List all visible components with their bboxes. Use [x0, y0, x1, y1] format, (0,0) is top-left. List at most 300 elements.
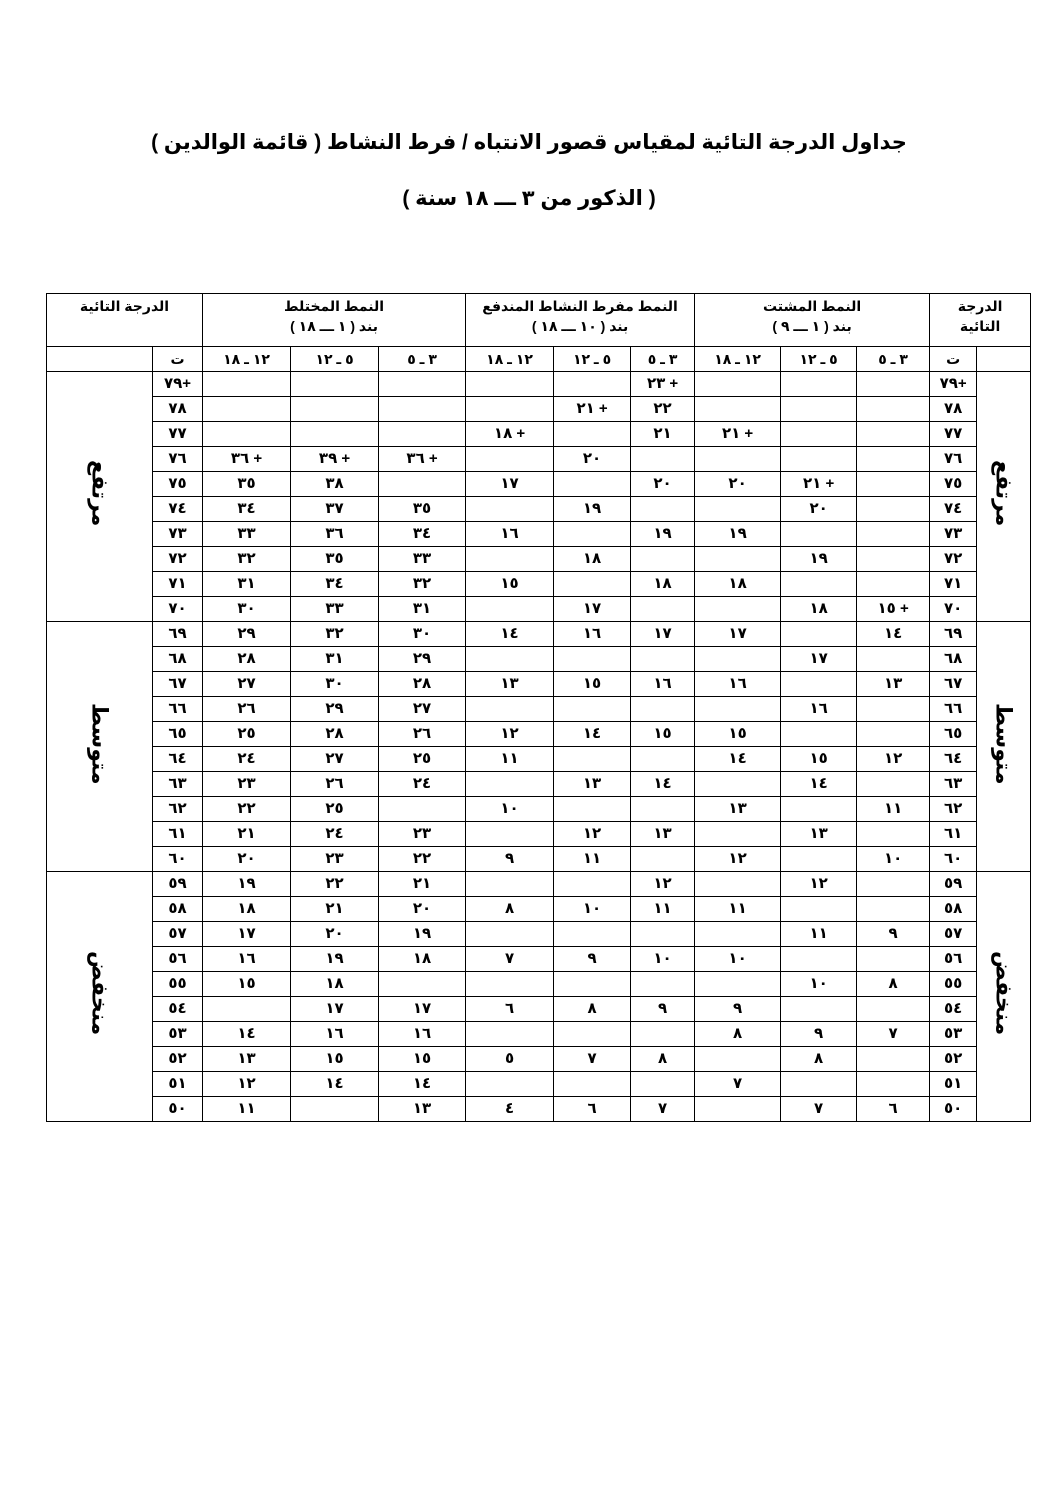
raw-score-cell [554, 747, 631, 772]
raw-score-cell: ١١ [695, 897, 781, 922]
t-score-cell: ٧١ [153, 572, 203, 597]
table-row [47, 747, 1031, 772]
header-t-score-right-line1: الدرجة [957, 298, 1003, 314]
t-score-cell: +٧٩ [930, 372, 977, 397]
raw-score-cell: + ١٥ [857, 597, 930, 622]
subheader-age: ١٢ ـ ١٨ [466, 347, 554, 372]
raw-score-cell: ٧ [631, 1097, 695, 1122]
t-score-cell: ٦٦ [153, 697, 203, 722]
band-spacer-left [47, 347, 153, 372]
raw-score-cell: ١٣ [466, 672, 554, 697]
raw-score-cell [695, 697, 781, 722]
raw-score-cell: ١٤ [631, 772, 695, 797]
t-score-cell: ٥٦ [930, 947, 977, 972]
table-row [47, 797, 1031, 822]
band-label-left [47, 872, 153, 1122]
t-score-cell: ٧٥ [153, 472, 203, 497]
raw-score-cell: ٣١ [203, 572, 291, 597]
raw-score-cell [781, 622, 857, 647]
raw-score-cell: ٩ [695, 997, 781, 1022]
raw-score-cell: ٢١ [291, 897, 379, 922]
raw-score-cell: ١٠ [695, 947, 781, 972]
raw-score-cell: ٢٨ [203, 647, 291, 672]
raw-score-cell: ٢٢ [203, 797, 291, 822]
raw-score-cell: ٢٠ [379, 897, 466, 922]
raw-score-cell [554, 647, 631, 672]
raw-score-cell: ٦ [554, 1097, 631, 1122]
raw-score-cell: ١٤ [466, 622, 554, 647]
raw-score-cell: ٢٧ [379, 697, 466, 722]
raw-score-cell [695, 372, 781, 397]
raw-score-cell: ١١ [781, 922, 857, 947]
raw-score-cell [857, 547, 930, 572]
raw-score-cell: ١٤ [203, 1022, 291, 1047]
raw-score-cell: + ٢١ [695, 422, 781, 447]
raw-score-cell: ١٨ [379, 947, 466, 972]
raw-score-cell: ٤ [466, 1097, 554, 1122]
raw-score-cell [466, 972, 554, 997]
raw-score-cell [631, 647, 695, 672]
raw-score-cell: ٢٦ [291, 772, 379, 797]
t-score-cell: ٧٦ [930, 447, 977, 472]
raw-score-cell: ٩ [781, 1022, 857, 1047]
t-score-cell: ٥٠ [153, 1097, 203, 1122]
raw-score-cell: ١٨ [781, 597, 857, 622]
raw-score-cell: ٢١ [631, 422, 695, 447]
raw-score-cell: ١٣ [203, 1047, 291, 1072]
raw-score-cell: ١١ [203, 1097, 291, 1122]
t-score-cell: ٥٢ [930, 1047, 977, 1072]
raw-score-cell: ٢٥ [203, 722, 291, 747]
header-t-score-left: الدرجة التائية [47, 294, 203, 347]
t-score-cell: ٥٩ [153, 872, 203, 897]
subheader-age: ١٢ ـ ١٨ [695, 347, 781, 372]
raw-score-cell: ٢١ [379, 872, 466, 897]
band-label-left [47, 622, 153, 872]
raw-score-cell: ٢٩ [203, 622, 291, 647]
t-score-cell: ٥٣ [153, 1022, 203, 1047]
raw-score-cell [554, 472, 631, 497]
raw-score-cell: ١٩ [695, 522, 781, 547]
raw-score-cell [695, 822, 781, 847]
raw-score-cell [466, 597, 554, 622]
raw-score-cell: ٣٥ [203, 472, 291, 497]
raw-score-cell [554, 922, 631, 947]
t-score-cell: ٦١ [153, 822, 203, 847]
t-score-cell: ٧٦ [153, 447, 203, 472]
subheader-age: ٥ ـ ١٢ [781, 347, 857, 372]
t-score-cell: ٧٠ [930, 597, 977, 622]
raw-score-cell [203, 397, 291, 422]
table-row [47, 472, 1031, 497]
raw-score-cell: ٨ [631, 1047, 695, 1072]
raw-score-cell [631, 1072, 695, 1097]
raw-score-cell: ٢٤ [291, 822, 379, 847]
subheader-age: ٥ ـ ١٢ [291, 347, 379, 372]
raw-score-cell [781, 897, 857, 922]
subheader-age: ١٢ ـ ١٨ [203, 347, 291, 372]
raw-score-cell: ١٢ [781, 872, 857, 897]
table-row [47, 922, 1031, 947]
t-score-cell: ٦٢ [930, 797, 977, 822]
raw-score-cell [857, 772, 930, 797]
band-spacer-right [977, 347, 1031, 372]
raw-score-cell [554, 797, 631, 822]
raw-score-cell: ٣٠ [379, 622, 466, 647]
raw-score-cell: ٢٧ [203, 672, 291, 697]
table-row [47, 647, 1031, 672]
raw-score-cell [554, 872, 631, 897]
t-score-cell: ٦٨ [930, 647, 977, 672]
raw-score-cell [857, 872, 930, 897]
raw-score-cell: ١٨ [695, 572, 781, 597]
raw-score-cell: ١٨ [631, 572, 695, 597]
raw-score-cell [466, 772, 554, 797]
raw-score-cell [695, 447, 781, 472]
raw-score-cell: ١٦ [695, 672, 781, 697]
band-label-text: منخفض [991, 951, 1017, 1036]
raw-score-cell [857, 522, 930, 547]
table-row [47, 547, 1031, 572]
raw-score-cell [554, 372, 631, 397]
raw-score-cell: + ٣٩ [291, 447, 379, 472]
raw-score-cell: ١٥ [554, 672, 631, 697]
raw-score-cell [857, 422, 930, 447]
t-score-cell: ٧١ [930, 572, 977, 597]
raw-score-cell [466, 447, 554, 472]
raw-score-cell [695, 647, 781, 672]
raw-score-cell: ٣٠ [203, 597, 291, 622]
raw-score-cell: ٣٥ [291, 547, 379, 572]
t-score-cell: ٥٨ [153, 897, 203, 922]
t-score-cell: ٦٣ [153, 772, 203, 797]
raw-score-cell [466, 872, 554, 897]
raw-score-cell: + ٢٣ [631, 372, 695, 397]
table-row [47, 372, 1031, 397]
raw-score-cell [857, 947, 930, 972]
t-score-cell: ٥١ [153, 1072, 203, 1097]
raw-score-cell [857, 397, 930, 422]
subheader-age: ٣ ـ ٥ [857, 347, 930, 372]
table-row [47, 622, 1031, 647]
raw-score-cell [379, 797, 466, 822]
t-score-cell: ٦٧ [153, 672, 203, 697]
raw-score-cell [781, 997, 857, 1022]
band-label-text: متوسط [991, 702, 1017, 785]
raw-score-cell: ٣٢ [203, 547, 291, 572]
subheader-age: ٣ ـ ٥ [631, 347, 695, 372]
raw-score-cell: ١١ [631, 897, 695, 922]
raw-score-cell [291, 397, 379, 422]
raw-score-cell [781, 722, 857, 747]
raw-score-cell [466, 397, 554, 422]
raw-score-cell [857, 722, 930, 747]
t-score-cell: ٥٥ [930, 972, 977, 997]
raw-score-cell [554, 422, 631, 447]
raw-score-cell: ٢٣ [203, 772, 291, 797]
raw-score-cell: ٢٦ [203, 697, 291, 722]
raw-score-cell: ٨ [466, 897, 554, 922]
raw-score-cell [781, 522, 857, 547]
raw-score-cell: ٢٣ [379, 822, 466, 847]
raw-score-cell: ٢٦ [379, 722, 466, 747]
table-row [47, 422, 1031, 447]
raw-score-cell: ١٢ [857, 747, 930, 772]
t-score-cell: ٦٩ [930, 622, 977, 647]
raw-score-cell: ١٠ [781, 972, 857, 997]
page-subtitle: ( الذكور من ٣ ـــ ١٨ سنة ) [402, 187, 656, 210]
raw-score-cell: ٢٢ [631, 397, 695, 422]
header-inattentive-title: النمط المشتت [762, 298, 862, 314]
raw-score-cell: ١٥ [631, 722, 695, 747]
raw-score-cell: ٢٤ [203, 747, 291, 772]
raw-score-cell: ١٧ [291, 997, 379, 1022]
raw-score-cell: ٢٠ [203, 847, 291, 872]
band-label-right [977, 872, 1031, 1122]
header-combined-title: النمط المختلط [284, 298, 385, 314]
raw-score-cell: ٢٠ [695, 472, 781, 497]
raw-score-cell [466, 547, 554, 572]
raw-score-cell: ١٢ [554, 822, 631, 847]
band-label-text: مرتفع [87, 460, 113, 527]
table-row [47, 1072, 1031, 1097]
raw-score-cell: ٣٥ [379, 497, 466, 522]
table-row [47, 822, 1031, 847]
band-label-right [977, 622, 1031, 872]
raw-score-cell: ١٨ [554, 547, 631, 572]
raw-score-cell: ١٩ [631, 522, 695, 547]
raw-score-cell: ١٥ [203, 972, 291, 997]
t-score-cell: ٥٣ [930, 1022, 977, 1047]
raw-score-cell: ٢٠ [554, 447, 631, 472]
raw-score-cell [857, 897, 930, 922]
raw-score-cell: ١٦ [379, 1022, 466, 1047]
t-score-cell: ٦٦ [930, 697, 977, 722]
raw-score-cell: ٢٨ [379, 672, 466, 697]
raw-score-cell: ١٢ [203, 1072, 291, 1097]
raw-score-cell: ١٩ [379, 922, 466, 947]
raw-score-cell: ١٦ [291, 1022, 379, 1047]
raw-score-cell [781, 1072, 857, 1097]
t-score-cell: ٧٣ [153, 522, 203, 547]
raw-score-cell [857, 822, 930, 847]
raw-score-cell [631, 797, 695, 822]
raw-score-cell: ٣٧ [291, 497, 379, 522]
table-row [47, 972, 1031, 997]
raw-score-cell: ٣٣ [291, 597, 379, 622]
raw-score-cell: ١١ [466, 747, 554, 772]
raw-score-cell: ١٧ [554, 597, 631, 622]
raw-score-cell [466, 1022, 554, 1047]
raw-score-cell [466, 372, 554, 397]
raw-score-cell: + ٢١ [554, 397, 631, 422]
raw-score-cell: ١٧ [781, 647, 857, 672]
raw-score-cell: ٨ [554, 997, 631, 1022]
raw-score-cell: ٧ [554, 1047, 631, 1072]
raw-score-cell [631, 697, 695, 722]
t-score-cell: ٧٥ [930, 472, 977, 497]
t-score-cell: ٥٠ [930, 1097, 977, 1122]
raw-score-cell: ١١ [857, 797, 930, 822]
table-row [47, 1097, 1031, 1122]
raw-score-cell: ٩ [631, 997, 695, 1022]
header-combined-items: بند ( ١ ـــ ١٨ ) [290, 318, 378, 334]
raw-score-cell: ٢٧ [291, 747, 379, 772]
raw-score-cell: ٥ [466, 1047, 554, 1072]
raw-score-cell: ١٦ [631, 672, 695, 697]
raw-score-cell [695, 972, 781, 997]
subheader-age: ٥ ـ ١٢ [554, 347, 631, 372]
raw-score-cell: + ٣٦ [203, 447, 291, 472]
raw-score-cell: ٢٣ [291, 847, 379, 872]
raw-score-cell: ١٤ [291, 1072, 379, 1097]
table-row [47, 897, 1031, 922]
raw-score-cell [466, 922, 554, 947]
raw-score-cell: ١٨ [203, 897, 291, 922]
t-score-cell: ٧٣ [930, 522, 977, 547]
raw-score-cell [781, 847, 857, 872]
t-score-cell: +٧٩ [153, 372, 203, 397]
t-score-cell: ٧٢ [930, 547, 977, 572]
raw-score-cell: + ١٨ [466, 422, 554, 447]
raw-score-cell [554, 522, 631, 547]
raw-score-cell [466, 497, 554, 522]
t-score-cell: ٥٤ [930, 997, 977, 1022]
t-score-cell: ٥٦ [153, 947, 203, 972]
raw-score-cell: ١٦ [781, 697, 857, 722]
t-score-cell: ٧٤ [930, 497, 977, 522]
raw-score-cell: ١٤ [379, 1072, 466, 1097]
t-score-cell: ٦٠ [930, 847, 977, 872]
raw-score-cell: ١٣ [379, 1097, 466, 1122]
raw-score-cell [466, 647, 554, 672]
raw-score-cell: ٢٠ [631, 472, 695, 497]
raw-score-cell: ٣٤ [203, 497, 291, 522]
header-inattentive-items: بند ( ١ ـــ ٩ ) [772, 318, 852, 334]
raw-score-cell: ١٩ [291, 947, 379, 972]
raw-score-cell: ٢٢ [379, 847, 466, 872]
raw-score-cell [857, 1047, 930, 1072]
raw-score-cell: ٨ [695, 1022, 781, 1047]
raw-score-cell [631, 597, 695, 622]
t-score-cell: ٧٨ [153, 397, 203, 422]
raw-score-cell [695, 1047, 781, 1072]
raw-score-cell [379, 372, 466, 397]
raw-score-cell: ١٥ [466, 572, 554, 597]
raw-score-cell: ١٣ [781, 822, 857, 847]
raw-score-cell: ١٠ [631, 947, 695, 972]
raw-score-cell: ٧ [857, 1022, 930, 1047]
t-score-cell: ٥٨ [930, 897, 977, 922]
raw-score-cell [379, 397, 466, 422]
raw-score-cell: ١٣ [554, 772, 631, 797]
raw-score-cell: ٦ [857, 1097, 930, 1122]
table-row [47, 1047, 1031, 1072]
raw-score-cell [203, 422, 291, 447]
raw-score-cell [781, 947, 857, 972]
raw-score-cell: ٣٤ [291, 572, 379, 597]
raw-score-cell [781, 422, 857, 447]
raw-score-cell [857, 997, 930, 1022]
raw-score-cell [379, 972, 466, 997]
raw-score-cell [695, 922, 781, 947]
t-score-cell: ٦٧ [930, 672, 977, 697]
raw-score-cell [554, 572, 631, 597]
t-score-cell: ٥٧ [153, 922, 203, 947]
t-score-cell: ٦٤ [153, 747, 203, 772]
raw-score-cell: ٨ [781, 1047, 857, 1072]
header-hyperactive-items: بند ( ١٠ ـــ ١٨ ) [531, 318, 629, 334]
table-row [47, 872, 1031, 897]
t-score-cell: ٦٥ [153, 722, 203, 747]
t-score-cell: ٥٢ [153, 1047, 203, 1072]
raw-score-cell [695, 497, 781, 522]
header-hyperactive-title: النمط مفرط النشاط المندفع [482, 298, 678, 314]
raw-score-cell [203, 997, 291, 1022]
band-label-left [47, 372, 153, 622]
raw-score-cell [695, 772, 781, 797]
raw-score-cell [781, 372, 857, 397]
raw-score-cell: ٢٢ [291, 872, 379, 897]
t-score-cell: ٥٤ [153, 997, 203, 1022]
raw-score-cell [857, 697, 930, 722]
raw-score-cell [857, 372, 930, 397]
raw-score-cell [466, 822, 554, 847]
t-score-cell: ٦٠ [153, 847, 203, 872]
raw-score-cell [554, 1022, 631, 1047]
raw-score-cell: ١٩ [781, 547, 857, 572]
band-label-text: مرتفع [991, 460, 1017, 527]
raw-score-cell: ٨ [857, 972, 930, 997]
raw-score-cell: + ٣٦ [379, 447, 466, 472]
raw-score-cell [857, 497, 930, 522]
raw-score-cell [857, 647, 930, 672]
t-score-cell: ٥٧ [930, 922, 977, 947]
raw-score-cell: ١٥ [781, 747, 857, 772]
raw-score-cell: ٢٥ [291, 797, 379, 822]
header-combined [203, 294, 466, 347]
raw-score-cell: ٣٦ [291, 522, 379, 547]
t-score-cell: ٧٧ [930, 422, 977, 447]
t-score-cell: ٧٢ [153, 547, 203, 572]
raw-score-cell: ١٤ [857, 622, 930, 647]
raw-score-cell: ٩ [554, 947, 631, 972]
raw-score-cell [631, 447, 695, 472]
raw-score-cell [291, 372, 379, 397]
raw-score-cell [857, 572, 930, 597]
subheader-t-left: ت [153, 347, 203, 372]
raw-score-cell [631, 547, 695, 572]
raw-score-cell [291, 1097, 379, 1122]
raw-score-cell [781, 447, 857, 472]
t-score-cell: ٧٠ [153, 597, 203, 622]
table-row [47, 697, 1031, 722]
t-score-cell: ٧٨ [930, 397, 977, 422]
raw-score-cell: ١٢ [695, 847, 781, 872]
raw-score-cell: ٢٤ [379, 772, 466, 797]
page-title: جداول الدرجة التائية لمقياس قصور الانتباه / فرط النشاط ( قائمة الوالدين ) [151, 131, 907, 154]
raw-score-cell: ١٠ [554, 897, 631, 922]
raw-score-cell: ٣٣ [203, 522, 291, 547]
header-t-score-right [930, 294, 1031, 347]
header-inattentive [695, 294, 930, 347]
raw-score-cell [781, 397, 857, 422]
raw-score-cell: ٧ [466, 947, 554, 972]
raw-score-cell: ٢٥ [379, 747, 466, 772]
table-row [47, 522, 1031, 547]
raw-score-cell: ١٦ [203, 947, 291, 972]
t-score-cell: ٦٩ [153, 622, 203, 647]
